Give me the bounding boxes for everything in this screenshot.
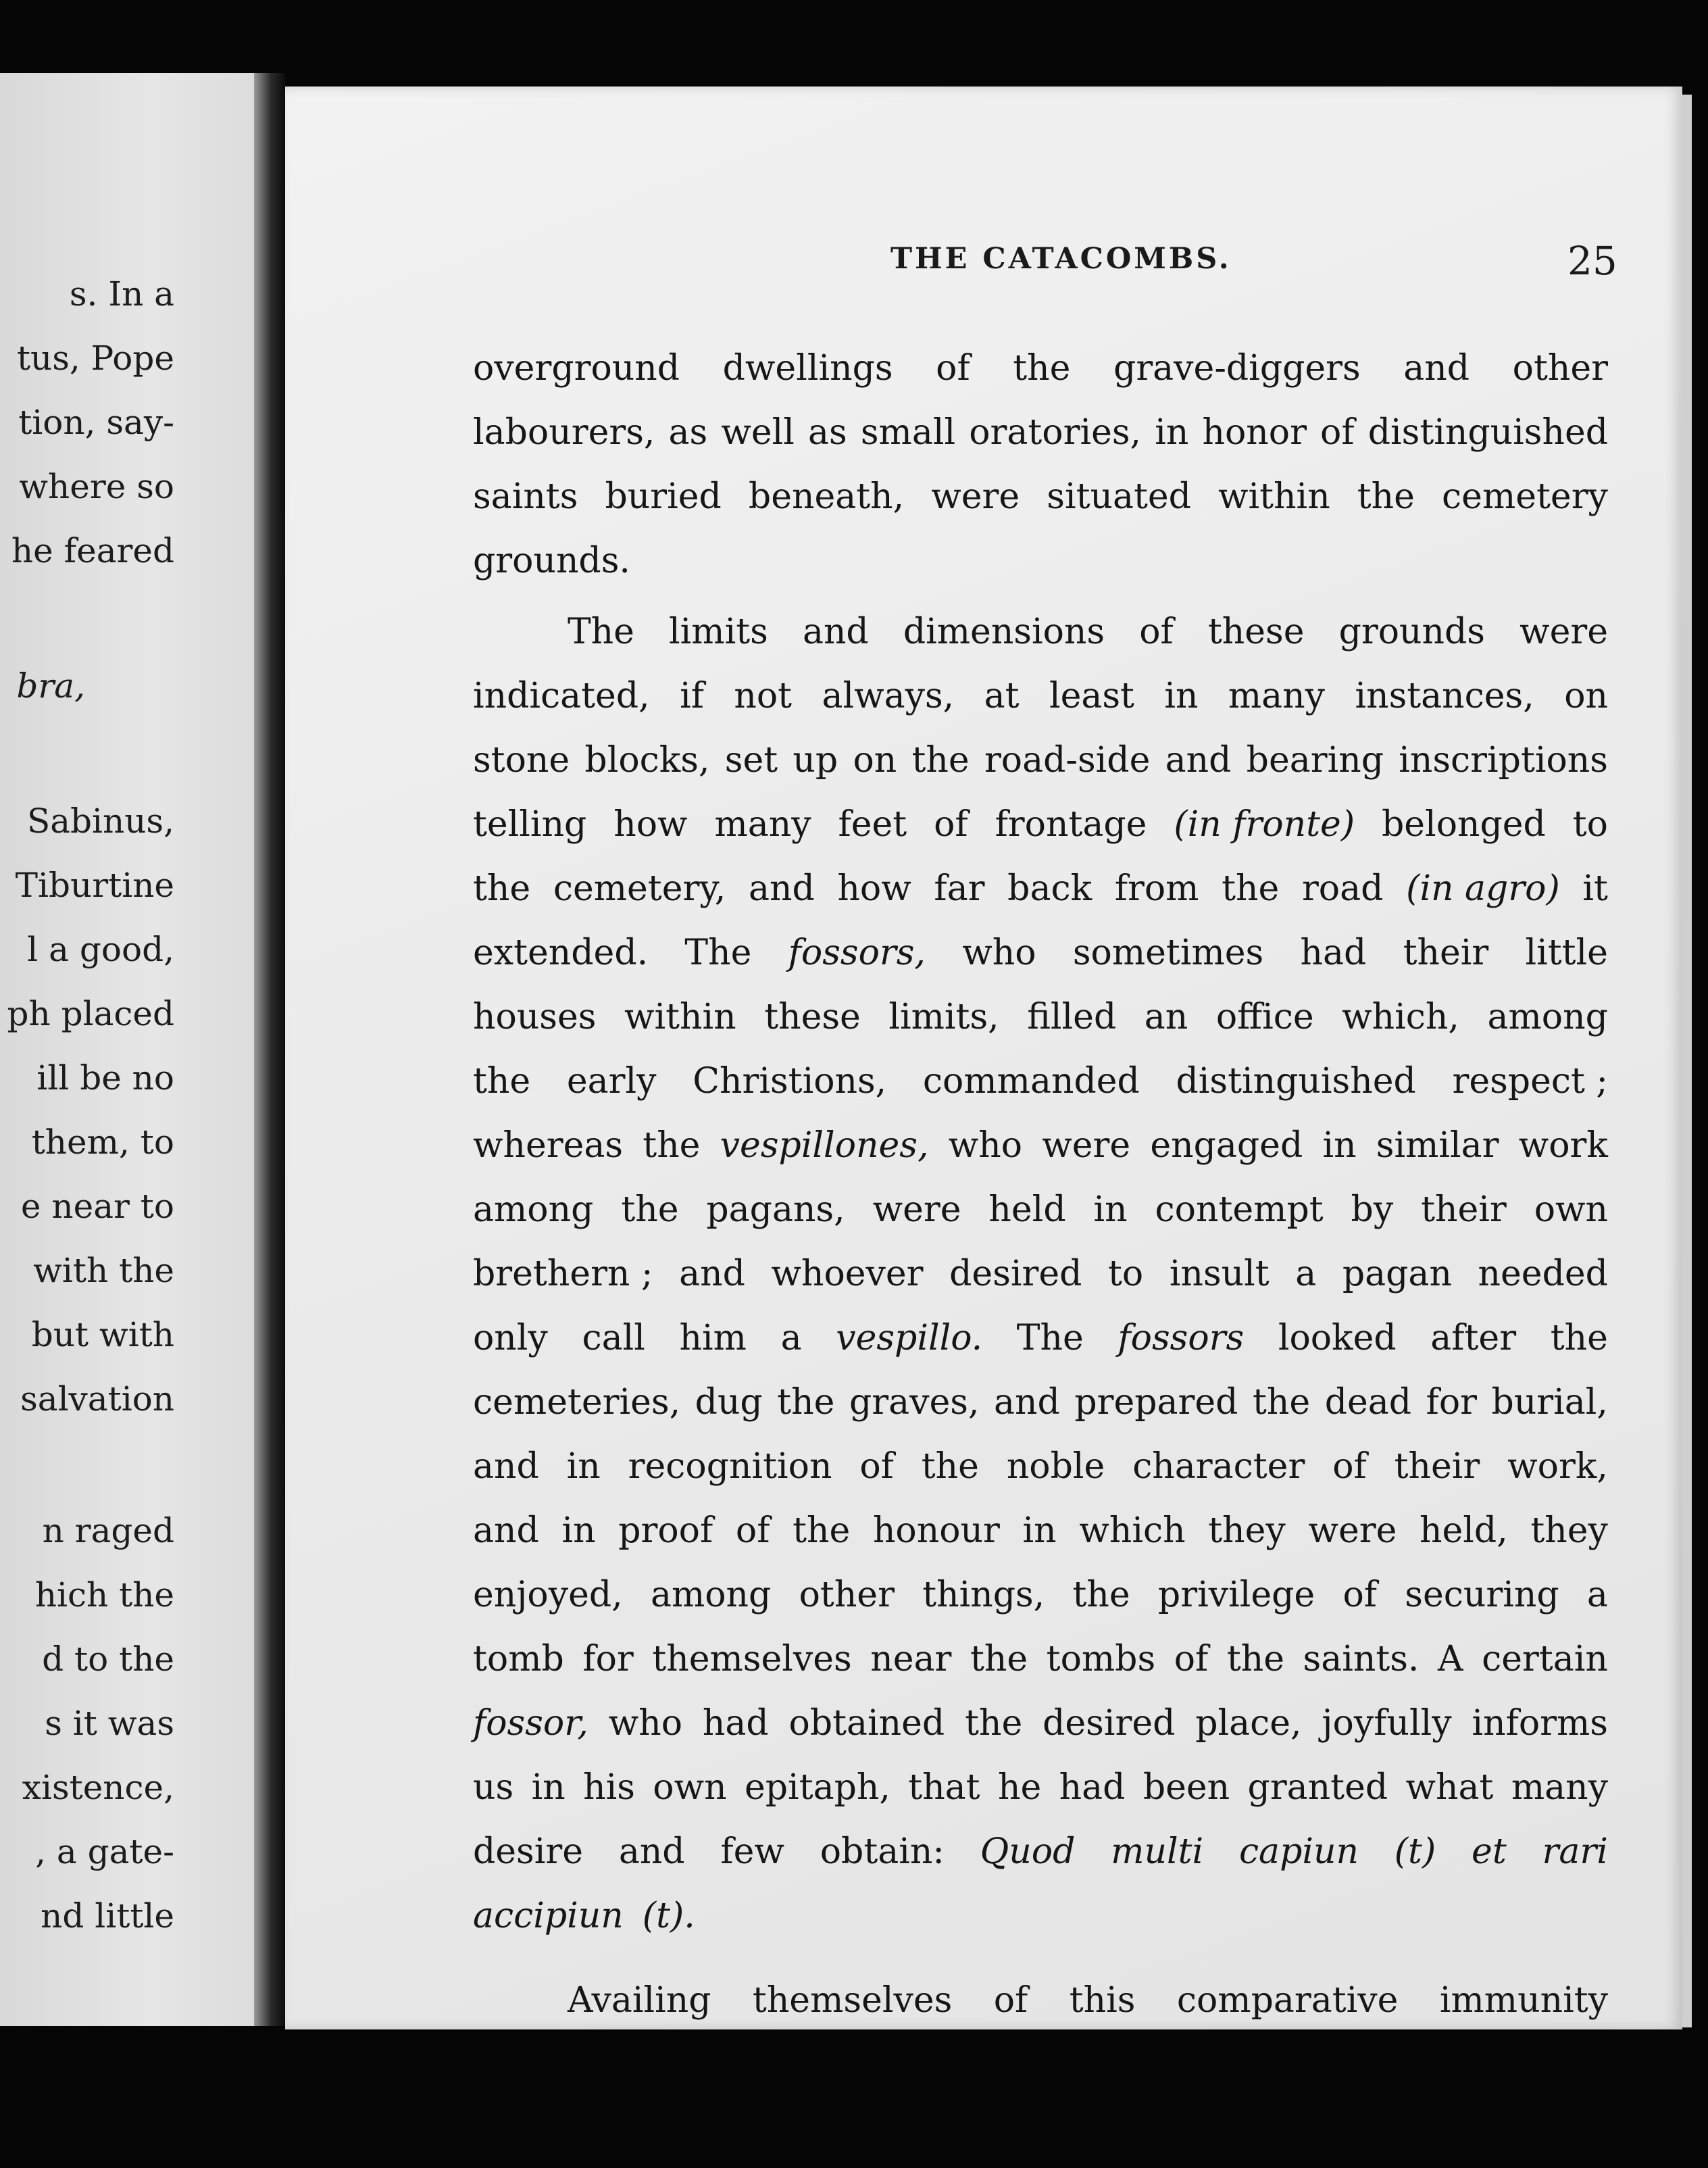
word: the <box>1357 476 1415 517</box>
word: set <box>724 740 778 781</box>
word: recognition <box>628 1446 832 1487</box>
word: in <box>566 1446 601 1487</box>
word: many <box>714 804 811 845</box>
word: desire <box>473 1831 584 1872</box>
word: who <box>962 933 1036 973</box>
word: after <box>1430 1318 1517 1358</box>
text-line <box>473 348 1608 389</box>
word: well <box>721 412 795 453</box>
word: on <box>1564 676 1608 716</box>
word: desired <box>1043 1703 1176 1744</box>
page-edge <box>1682 95 1692 2027</box>
word: whoever <box>771 1254 924 1294</box>
text-line <box>568 612 1608 652</box>
word: to <box>1572 804 1608 845</box>
facing-page-fragment: n raged <box>42 1511 174 1550</box>
word: privilege <box>1157 1575 1315 1615</box>
word: which <box>1079 1510 1186 1551</box>
word: they <box>1530 1510 1608 1551</box>
word: tombs <box>1046 1639 1156 1679</box>
word: been <box>1142 1767 1230 1808</box>
word: honor <box>1202 412 1307 453</box>
text-line <box>473 1639 1608 1679</box>
text-line <box>473 1061 1608 1102</box>
word: held <box>988 1189 1066 1230</box>
word: an <box>1144 997 1188 1037</box>
word: dwellings <box>722 348 893 389</box>
word: similar <box>1376 1125 1499 1166</box>
word: a <box>1586 1575 1608 1615</box>
word: in <box>561 1510 596 1551</box>
facing-page-fragment: nd little <box>41 1896 174 1936</box>
word: sometimes <box>1072 933 1264 973</box>
word: fossor, <box>473 1703 588 1744</box>
book-gutter <box>254 73 285 2026</box>
word: within <box>624 997 736 1037</box>
facing-page-fragment: d to the <box>42 1640 174 1679</box>
word: indicated, <box>473 676 650 716</box>
word: were <box>931 476 1020 517</box>
text-line <box>473 933 1608 973</box>
word: in <box>531 1767 566 1808</box>
word: other <box>799 1575 895 1615</box>
word: respect ; <box>1452 1061 1608 1102</box>
word: and <box>1165 740 1232 781</box>
word: cemetery, <box>553 868 726 909</box>
text-line <box>473 476 1608 517</box>
text-line <box>473 1831 1608 1872</box>
word: had <box>702 1703 769 1744</box>
word: it <box>1582 868 1608 909</box>
text-line <box>473 1575 1608 1615</box>
word: burial, <box>1491 1382 1608 1423</box>
word: if <box>680 676 704 716</box>
word: held, <box>1420 1510 1508 1551</box>
word: what <box>1405 1767 1494 1808</box>
word: the <box>1072 1575 1130 1615</box>
facing-page-fragment: xistence, <box>22 1768 174 1807</box>
word: and <box>618 1831 685 1872</box>
text-line <box>473 1189 1608 1230</box>
word: instances, <box>1355 676 1534 716</box>
word: many <box>1511 1767 1608 1808</box>
word: needed <box>1478 1254 1608 1294</box>
word: own <box>1534 1189 1608 1230</box>
word: whereas <box>473 1125 624 1166</box>
word: small <box>860 412 956 453</box>
word: the <box>643 1125 701 1166</box>
facing-page-fragment: but with <box>31 1315 174 1354</box>
word: other <box>1512 348 1608 389</box>
facing-page-fragment: l a good, <box>27 930 174 969</box>
word: et <box>1472 1831 1507 1872</box>
facing-page-fragment: Sabinus, <box>26 802 174 841</box>
word: dug <box>695 1382 763 1423</box>
word: of <box>1139 612 1174 652</box>
word: blocks, <box>584 740 710 781</box>
word: grave-diggers <box>1113 348 1361 389</box>
facing-page-fragment: where so <box>19 467 174 506</box>
word: immunity <box>1439 1980 1608 2021</box>
word: looked <box>1278 1318 1397 1358</box>
word: among <box>650 1575 772 1615</box>
word: work <box>1518 1125 1608 1166</box>
word: us <box>473 1767 514 1808</box>
facing-page-fragment: Tiburtine <box>15 866 174 905</box>
word: and <box>749 868 815 909</box>
word: their <box>1403 933 1489 973</box>
word: in <box>1155 412 1189 453</box>
word: themselves <box>652 1639 852 1679</box>
word: Availing <box>568 1980 711 2021</box>
facing-page-fragment: he feared <box>11 531 174 570</box>
word: feet <box>838 804 907 845</box>
word: for <box>1426 1382 1477 1423</box>
word: for <box>582 1639 634 1679</box>
word: of <box>993 1980 1028 2021</box>
word: and <box>1403 348 1470 389</box>
word: were <box>1519 612 1608 652</box>
word: A <box>1438 1639 1463 1679</box>
word: who <box>608 1703 683 1744</box>
word: enjoyed, <box>473 1575 623 1615</box>
word: and <box>473 1446 539 1487</box>
word: which, <box>1342 997 1459 1037</box>
text-line <box>473 1254 1608 1294</box>
word: road-side <box>984 740 1151 781</box>
text-line <box>473 1703 1608 1744</box>
word: proof <box>618 1510 713 1551</box>
facing-page-fragment: them, to <box>31 1123 174 1162</box>
word: from <box>1114 868 1199 909</box>
word: the <box>1252 1382 1311 1423</box>
facing-page-fragment: e near to <box>20 1187 174 1226</box>
facing-page-fragment: salvation <box>20 1379 174 1419</box>
word: the <box>621 1189 679 1230</box>
word: his <box>583 1767 635 1808</box>
facing-page-fragment: ph placed <box>7 994 174 1033</box>
word: of <box>1320 412 1355 453</box>
word: and <box>802 612 869 652</box>
word: rari <box>1542 1831 1608 1872</box>
word: the <box>473 868 531 909</box>
word: saints. <box>1303 1639 1420 1679</box>
word: The <box>684 933 752 973</box>
text-line <box>473 1446 1608 1487</box>
word: granted <box>1247 1767 1388 1808</box>
text-line <box>473 1896 1608 1936</box>
word: frontage <box>995 804 1147 845</box>
word: always, <box>822 676 955 716</box>
facing-page-fragment: hich the <box>34 1575 174 1615</box>
word: epitaph, <box>745 1767 890 1808</box>
word: distinguished <box>1367 412 1608 453</box>
word: road <box>1301 868 1384 909</box>
word: inscriptions <box>1399 740 1608 781</box>
word: of <box>1174 1639 1209 1679</box>
word: by <box>1351 1189 1394 1230</box>
word: had <box>1059 1767 1126 1808</box>
word: (in agro) <box>1406 868 1560 909</box>
text-line <box>473 740 1608 781</box>
word: bearing <box>1246 740 1384 781</box>
facing-page-fragment: ill be no <box>36 1058 174 1098</box>
word: pagan <box>1342 1254 1452 1294</box>
word: to <box>1108 1254 1144 1294</box>
word: filled <box>1027 997 1117 1037</box>
word: certain <box>1482 1639 1608 1679</box>
text-line <box>473 541 1608 581</box>
word: desired <box>949 1254 1082 1294</box>
word: character <box>1132 1446 1305 1487</box>
word: many <box>1228 676 1326 716</box>
word: the <box>1226 1639 1284 1679</box>
word: had <box>1300 933 1367 973</box>
word: multi <box>1111 1831 1204 1872</box>
word: of <box>1332 1446 1367 1487</box>
word: dimensions <box>903 612 1105 652</box>
word: (t) <box>1394 1831 1436 1872</box>
word: who <box>948 1125 1022 1166</box>
word: of <box>859 1446 894 1487</box>
word: how <box>613 804 688 845</box>
word: among <box>1487 997 1608 1037</box>
word: him <box>679 1318 747 1358</box>
word: these <box>1207 612 1305 652</box>
text-line <box>473 997 1608 1037</box>
word: call <box>582 1318 645 1358</box>
word: honour <box>872 1510 1000 1551</box>
word: fossors, <box>788 933 926 973</box>
word: work, <box>1507 1446 1608 1487</box>
facing-page-fragment: tus, Pope <box>16 339 174 378</box>
word: prepared <box>1074 1382 1238 1423</box>
word: how <box>837 868 911 909</box>
word: beneath, <box>748 476 905 517</box>
word: on <box>853 740 897 781</box>
word: were <box>1308 1510 1397 1551</box>
word: of <box>936 348 970 389</box>
word: of <box>934 804 968 845</box>
word: within <box>1218 476 1330 517</box>
word: contempt <box>1155 1189 1324 1230</box>
word: few <box>720 1831 784 1872</box>
facing-page <box>0 73 254 2026</box>
word: least <box>1049 676 1134 716</box>
word: limits, <box>888 997 999 1037</box>
word: tomb <box>473 1639 564 1679</box>
word: The <box>568 612 634 652</box>
word: cemeteries, <box>473 1382 681 1423</box>
word: noble <box>1006 1446 1105 1487</box>
word: own <box>653 1767 727 1808</box>
word: themselves <box>752 1980 953 2021</box>
word: engaged <box>1150 1125 1303 1166</box>
text-line <box>473 804 1608 845</box>
word: comparative <box>1176 1980 1399 2021</box>
facing-page-fragment: bra, <box>16 666 85 706</box>
word: the <box>1222 868 1280 909</box>
word: and <box>994 1382 1060 1423</box>
word: cemetery <box>1442 476 1608 517</box>
word: as <box>668 412 708 453</box>
word: belonged <box>1382 804 1546 845</box>
word: distinguished <box>1176 1061 1416 1102</box>
facing-page-fragment: s. In a <box>69 274 174 314</box>
word: situated <box>1047 476 1191 517</box>
text-line <box>473 1125 1608 1166</box>
word: the <box>1550 1318 1608 1358</box>
word: a <box>780 1318 802 1358</box>
word: near <box>870 1639 952 1679</box>
word: little <box>1525 933 1608 973</box>
word: the <box>1013 348 1071 389</box>
word: the <box>793 1510 851 1551</box>
facing-page-fragment: s it was <box>45 1704 174 1743</box>
word: (t). <box>642 1896 695 1936</box>
facing-page-fragment: with the <box>33 1251 174 1290</box>
word: their <box>1421 1189 1507 1230</box>
text-line <box>473 1767 1608 1808</box>
text-line <box>473 412 1608 453</box>
word: in <box>1093 1189 1128 1230</box>
word: insult <box>1169 1254 1270 1294</box>
text-line <box>473 1510 1608 1551</box>
word: joyfully <box>1322 1703 1452 1744</box>
word: the <box>970 1639 1028 1679</box>
word: these <box>764 997 861 1037</box>
word: houses <box>473 997 597 1037</box>
word: oratories, <box>969 412 1142 453</box>
word: things, <box>922 1575 1045 1615</box>
word: he <box>997 1767 1042 1808</box>
word: back <box>1007 868 1092 909</box>
word: extended. <box>473 933 649 973</box>
word: far <box>934 868 985 909</box>
word: the <box>911 740 970 781</box>
text-line <box>473 676 1608 716</box>
text-line <box>473 1382 1608 1423</box>
word: telling <box>473 804 587 845</box>
word: at <box>984 676 1020 716</box>
word: a <box>1295 1254 1317 1294</box>
word: buried <box>605 476 722 517</box>
word: Christions, <box>693 1061 887 1102</box>
word: place, <box>1195 1703 1302 1744</box>
word: accipiun <box>473 1896 624 1936</box>
word: in <box>1022 1510 1057 1551</box>
word: vespillones, <box>720 1125 929 1166</box>
word: office <box>1215 997 1314 1037</box>
word: among <box>473 1189 594 1230</box>
facing-page-fragment: tion, say- <box>18 403 174 442</box>
word: they <box>1208 1510 1286 1551</box>
word: obtained <box>788 1703 945 1744</box>
word: this <box>1069 1980 1136 2021</box>
word: of <box>1342 1575 1377 1615</box>
word: grounds. <box>473 541 630 581</box>
word: stone <box>473 740 570 781</box>
word: and <box>679 1254 745 1294</box>
word: graves, <box>849 1382 980 1423</box>
word: in <box>1164 676 1199 716</box>
word: fossors <box>1117 1318 1245 1358</box>
word: that <box>908 1767 980 1808</box>
word: commanded <box>922 1061 1140 1102</box>
word: dead <box>1324 1382 1412 1423</box>
word: (in fronte) <box>1174 804 1355 845</box>
word: the <box>777 1382 835 1423</box>
text-line <box>568 1980 1608 2021</box>
word: limits <box>669 612 768 652</box>
word: Quod <box>980 1831 1076 1872</box>
word: overground <box>473 348 680 389</box>
text-line <box>473 1318 1608 1358</box>
word: the <box>965 1703 1023 1744</box>
word: up <box>793 740 838 781</box>
word: early <box>566 1061 657 1102</box>
word: grounds <box>1338 612 1485 652</box>
text-line <box>473 868 1608 909</box>
word: The <box>1016 1318 1084 1358</box>
word: their <box>1394 1446 1480 1487</box>
word: vespillo. <box>836 1318 983 1358</box>
word: informs <box>1472 1703 1608 1744</box>
word: the <box>921 1446 979 1487</box>
word: labourers, <box>473 412 655 453</box>
word: only <box>473 1318 548 1358</box>
word: capiun <box>1238 1831 1359 1872</box>
word: of <box>735 1510 770 1551</box>
word: as <box>808 412 847 453</box>
word: obtain: <box>820 1831 945 1872</box>
word: and <box>473 1510 539 1551</box>
word: brethern ; <box>473 1254 653 1294</box>
word: were <box>872 1189 961 1230</box>
word: saints <box>473 476 578 517</box>
page-number: 25 <box>1567 238 1617 284</box>
word: in <box>1322 1125 1357 1166</box>
word: not <box>734 676 793 716</box>
facing-page-fragment: , a gate- <box>35 1832 174 1871</box>
word: securing <box>1405 1575 1559 1615</box>
word: the <box>473 1061 531 1102</box>
word: pagans, <box>706 1189 845 1230</box>
running-head: THE CATACOMBS. <box>890 242 1232 276</box>
word: were <box>1042 1125 1131 1166</box>
